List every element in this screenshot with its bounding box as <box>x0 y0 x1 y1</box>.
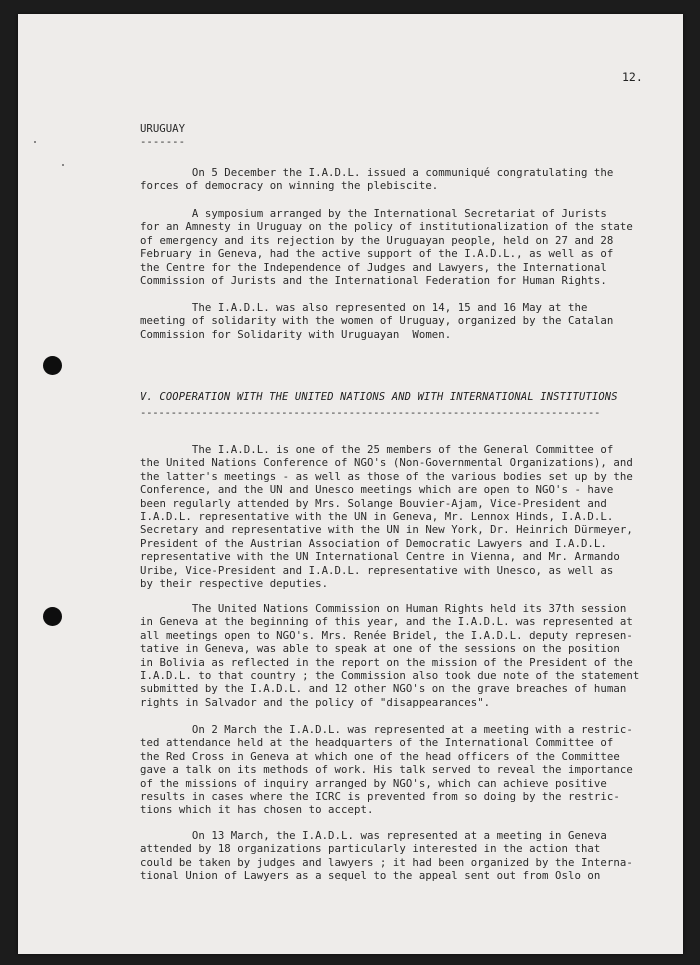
paragraph: The I.A.D.L. was also represented on 14, 15 and 16 May at the meeting of solidarity with the women of Uruguay, organized by the Catalan Commission for Solidarity with Uruguayan Women. <box>140 301 614 341</box>
section-title: V. COOPERATION WITH THE UNITED NATIONS AND WITH INTERNATIONAL INSTITUTIONS <box>140 391 618 403</box>
paragraph: On 5 December the I.A.D.L. issued a communiqué congratulating the forces of democracy on winning the plebiscite. <box>140 166 614 193</box>
page-number: 12. <box>622 70 643 84</box>
paper-speck <box>34 141 36 143</box>
paragraph: On 2 March the I.A.D.L. was represented at a meeting with a restric- ted attendance held at the headquarters of the International Committee of the Red Cross in Geneva at which one of the head officers of the Committee gave a talk on its methods of work. His talk served to reveal the importance of the missions of inquiry arranged by NGO's, which can achieve positive results in cases where the ICRC is prevented from so doing by the restric- tions which it has chosen to accept. <box>140 723 633 817</box>
paragraph: On 13 March, the I.A.D.L. was represented at a meeting in Geneva attended by 18 organizations particularly interested in the action that could be taken by judges and lawyers ; it had been organized by the Interna- tional Union of Lawyers as a sequel to the appeal sent out from Oslo on <box>140 829 633 883</box>
paragraph: A symposium arranged by the International Secretariat of Jurists for an Amnesty in Uruguay on the policy of institutionalization of the state of emergency and its rejection by the Uruguayan people, held on 27 and 28 February in Geneva, had the active support of the I.A.D.L., as well as of the Centre for the Independence of Judges and Lawyers, the International Commission of Jurists and the International Federation for Human Rights. <box>140 207 633 288</box>
document-page <box>18 14 683 954</box>
punch-hole <box>43 607 62 626</box>
punch-hole <box>43 356 62 375</box>
paper-speck <box>62 164 64 166</box>
paragraph: The United Nations Commission on Human Rights held its 37th session in Geneva at the beginning of this year, and the I.A.D.L. was represented at all meetings open to NGO's. Mrs. Renée Bridel, the I.A.D.L. deputy represen- tative in Geneva, was able to speak at one of the sessions on the position in Bolivia as reflected in the report on the mission of the President of the I.A.D.L. to that country ; the Commission also took due note of the statement submitted by the I.A.D.L. and 12 other NGO's on the grave breaches of human rights in Salvador and the policy of "disappearances". <box>140 602 640 709</box>
uruguay-heading: URUGUAY <box>140 122 186 135</box>
paragraph: The I.A.D.L. is one of the 25 members of the General Committee of the United Nations Conference of NGO's (Non-Governmental Organizations), and the latter's meetings - as well as those of the various bodies set up by the Conference, and the UN and Unesco meetings which are open to NGO's - have been regularly attended by Mrs. Solange Bouvier-Ajam, Vice-President and I.A.D.L. representative with the UN in Geneva, Mr. Lennox Hinds, I.A.D.L. Secretary and representative with the UN in New York, Dr. Heinrich Dürmeyer, President of the Austrian Association of Democratic Lawyers and I.A.D.L. representative with the UN International Centre in Vienna, and Mr. Armando Uribe, Vice-President and I.A.D.L. representative with Unesco, as well as by their respective deputies. <box>140 443 633 591</box>
uruguay-heading-underline: ------- <box>140 135 186 148</box>
section-title-rule: --------------------------------------------------------------------------- <box>140 406 601 419</box>
